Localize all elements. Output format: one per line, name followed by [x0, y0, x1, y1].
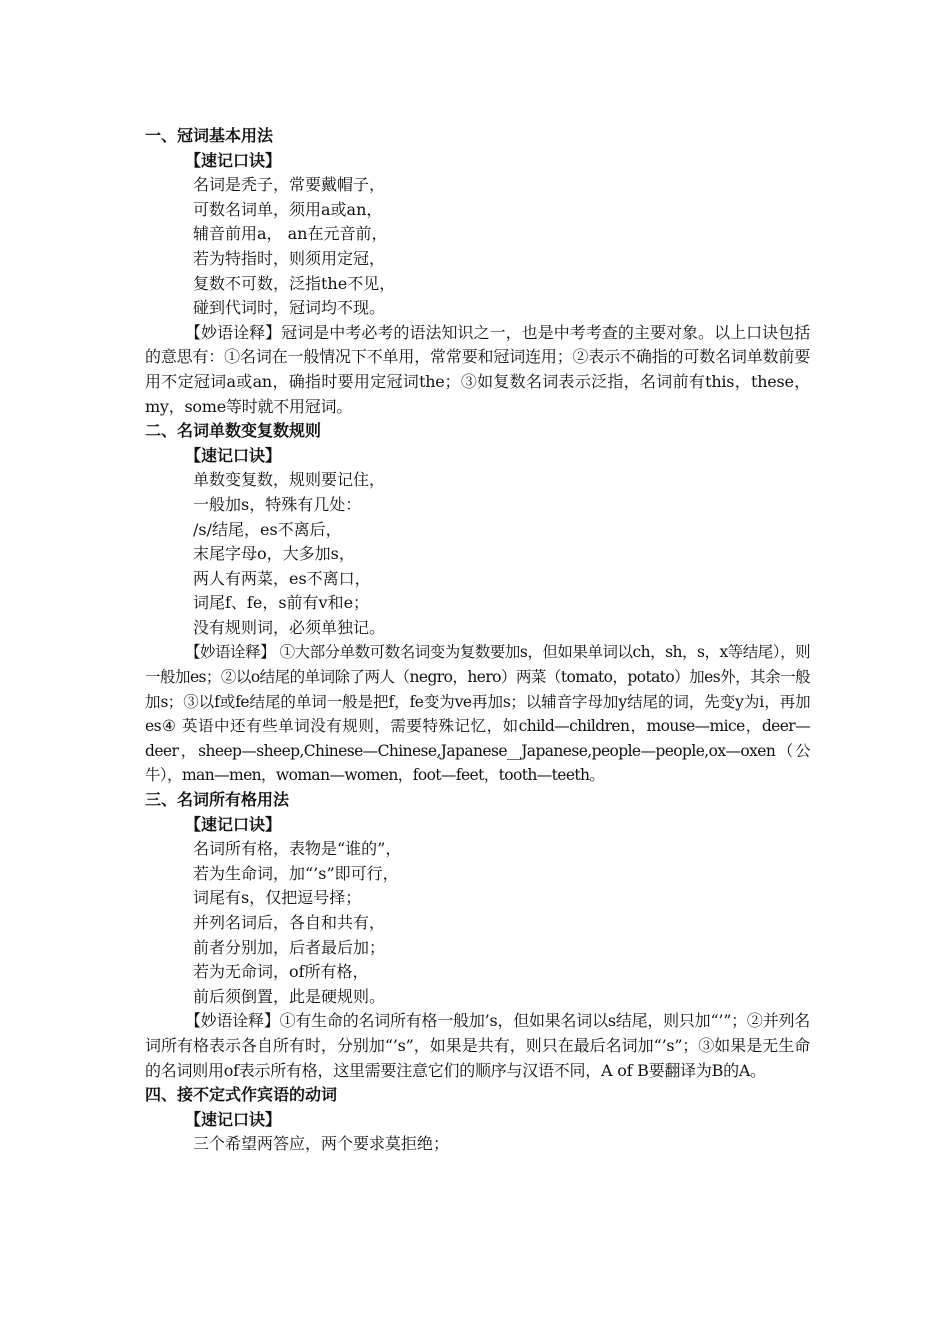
rhyme-line: 若为特指时，则须用定冠，	[193, 248, 386, 268]
mnemonic-label: 【速记口诀】	[185, 814, 282, 834]
section-title: 四、接不定式作宾语的动词	[145, 1085, 338, 1105]
explanation-paragraph: 【妙语诠释】冠词是中考必考的语法知识之一，也是中考考查的主要对象。以上口诀包括的意思有：①名词在一般情况下不单用，常常要和冠词连用；②表示不确指的可数名词单数前要用不定冠词a或an，确指时要用定冠词the；③如复数名词表示泛指，名词前有this，these，my，some等时就不用冠词。	[145, 322, 810, 416]
section-title: 三、名词所有格用法	[145, 790, 290, 810]
rhyme-line: /s/结尾，es不离后，	[193, 519, 342, 539]
rhyme-line: 词尾有s，仅把逗号择；	[193, 888, 362, 908]
rhyme-line: 前者分别加，后者最后加；	[193, 937, 386, 957]
section-title: 二、名词单数变复数规则	[145, 421, 322, 441]
rhyme-line: 辅音前用a， an在元音前，	[193, 224, 388, 244]
rhyme-line: 单数变复数，规则要记住，	[193, 470, 386, 490]
explanation-paragraph: 【妙语诠释】①有生命的名词所有格一般加’s，但如果名词以s结尾，则只加“’”；②并列名词所有格表示各自所有时，分别加“’s”，如果是共有，则只在最后名词加“’s”；③如果是无生命的名词则用of表示所有格，这里需要注意它们的顺序与汉语不同，A of B要翻译为B的A。	[145, 1011, 810, 1080]
rhyme-line: 碰到代词时，冠词均不现。	[193, 298, 386, 318]
mnemonic-label: 【速记口诀】	[185, 445, 282, 465]
section-title: 一、冠词基本用法	[145, 126, 274, 145]
rhyme-line: 若为生命词，加“’s”即可行，	[193, 863, 399, 883]
rhyme-line: 三个希望两答应，两个要求莫拒绝；	[193, 1134, 450, 1154]
section-articles	[145, 124, 810, 419]
section-plural-nouns	[145, 419, 810, 788]
mnemonic-label: 【速记口诀】	[185, 150, 282, 170]
rhyme-line: 可数名词单，须用a或an，	[193, 199, 383, 219]
mnemonic-label: 【速记口诀】	[185, 1109, 282, 1129]
section-infinitive-verbs	[145, 1083, 810, 1157]
rhyme-line: 一般加s，特殊有几处：	[193, 494, 362, 514]
rhyme-line: 并列名词后，各自和共有，	[193, 913, 386, 932]
rhyme-line: 名词是秃子，常要戴帽子，	[193, 175, 386, 195]
explanation-paragraph: 【妙语诠释】 ①大部分单数可数名词变为复数要加s，但如果单词以ch，sh，s，x等结尾），则一般加es；②以o结尾的单词除了两人（negro，hero）两菜（tomato，potato）加es外，其余一般加s；③以f或fe结尾的单词一般是把f，fe变为ve再加s；以辅音字母加y结尾的词，先变y为i，再加es④ 英语中还有些单词没有规则，需要特殊记忆，如child—children，mouse—mice，deer—deer，sheep—sheep,Chinese—Chinese,Japanese__Japanese,people—people,ox—oxen（公牛），man—men，woman—women，foot—feet，tooth—teeth。	[145, 643, 810, 785]
rhyme-line: 词尾f、fe，s前有v和e；	[193, 593, 370, 613]
rhyme-line: 若为无命词，of所有格，	[193, 962, 369, 982]
rhyme-line: 两人有两菜，es不离口，	[193, 568, 371, 588]
document-page	[145, 124, 810, 1157]
rhyme-line: 前后须倒置，此是硬规则。	[193, 986, 386, 1006]
rhyme-line: 名词所有格，表物是“谁的”，	[193, 839, 402, 859]
rhyme-line: 末尾字母o，大多加s，	[193, 544, 355, 564]
rhyme-line: 复数不可数，泛指the不见，	[193, 273, 396, 293]
section-possessive-case	[145, 788, 810, 1083]
rhyme-line: 没有规则词，必须单独记。	[193, 617, 386, 637]
